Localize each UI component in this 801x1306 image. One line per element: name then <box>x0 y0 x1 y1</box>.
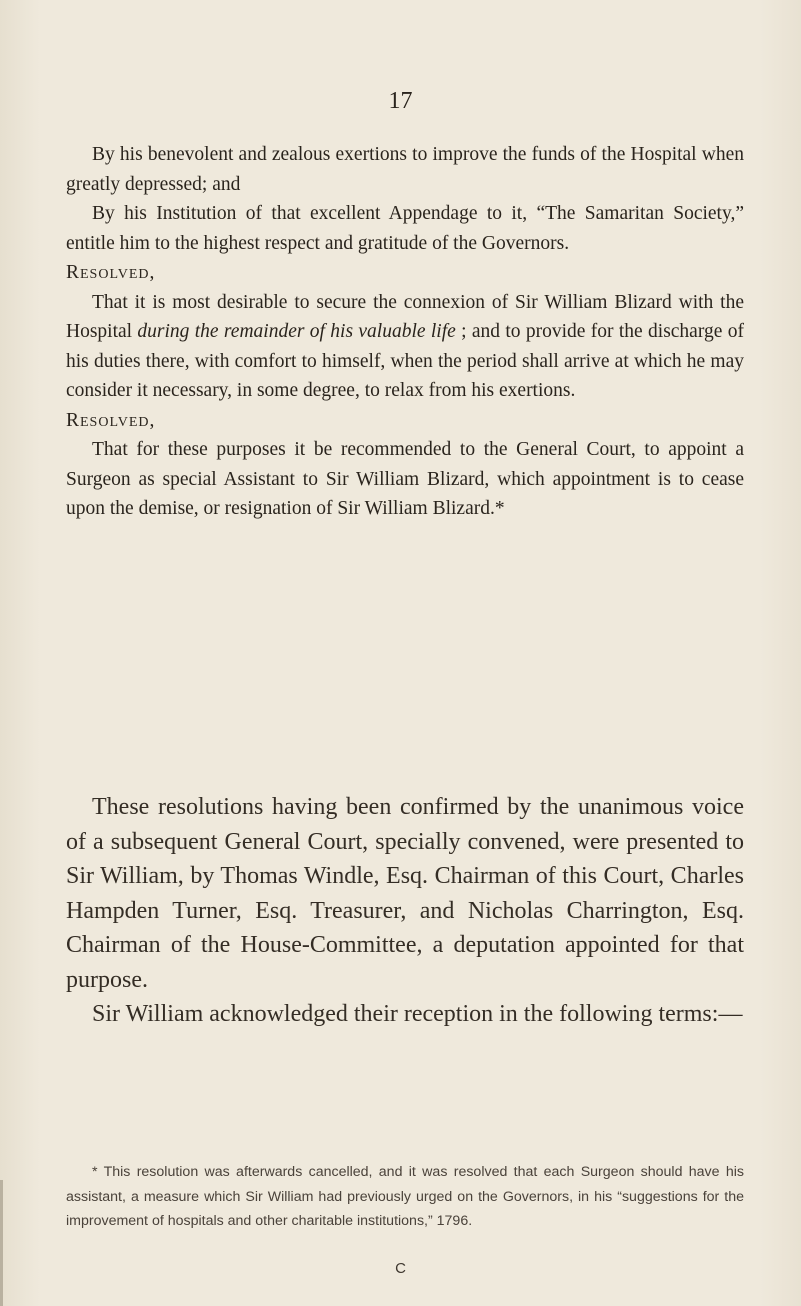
paragraph-acknowledgement: Sir William acknowledged their reception in the following terms:— <box>92 1001 743 1027</box>
page-number: 17 <box>388 88 413 114</box>
signature-mark: C <box>395 1260 406 1277</box>
upper-text-block <box>66 140 744 524</box>
resolution-1-part1: That it is most desirable to secure the connexion of Sir William Blizard with the Hospital <box>66 291 744 342</box>
resolution-1 <box>66 288 744 406</box>
paragraph-samaritan-society: By his Institution of that excellent Appendage to it, “The Samaritan Society,” entitle him to the highest respect and gratitude of the Governors. <box>66 203 744 254</box>
page-edge-shadow <box>0 1180 3 1306</box>
resolved-heading-1: Resolved, <box>66 262 156 283</box>
paragraph-funds: By his benevolent and zealous exertions to improve the funds of the Hospital when greatly depressed; and <box>66 144 744 195</box>
resolved-heading-2: Resolved, <box>66 409 156 431</box>
resolution-1-italic: during the remainder of his valuable life <box>137 321 456 342</box>
paragraph-deputation: These resolutions having been confirmed by the unanimous voice of a subsequent General Court, specially convened, were presented to Sir William, by Thomas Windle, Esq. Chairman of this Court, Charles Hampden Turner, Esq. Treasurer, and Nicholas Charrington, Esq. Chairman of the House-Committee, a deputation appointed for that purpose. <box>66 794 744 993</box>
resolution-1-part2: ; and to provide for the discharge of his duties there, with comfort to himself, when the period shall arrive at which he may consider it necessary, in some degree, to relax from his exertions. <box>66 321 744 401</box>
footnote <box>66 1160 744 1234</box>
resolution-2: That for these purposes it be recommended to the General Court, to appoint a Surgeon as special Assistant to Sir William Blizard, which appointment is to cease upon the demise, or resignation of Sir William Blizard.* <box>66 439 744 519</box>
lower-text-block <box>66 790 744 1032</box>
footnote-text: * This resolution was afterwards cancelled, and it was resolved that each Surgeon should have his assistant, a measure which Sir William had previously urged on the Governors, in his “suggestions for the improvement of hospitals and other charitable institutions,” 1796. <box>66 1164 744 1229</box>
